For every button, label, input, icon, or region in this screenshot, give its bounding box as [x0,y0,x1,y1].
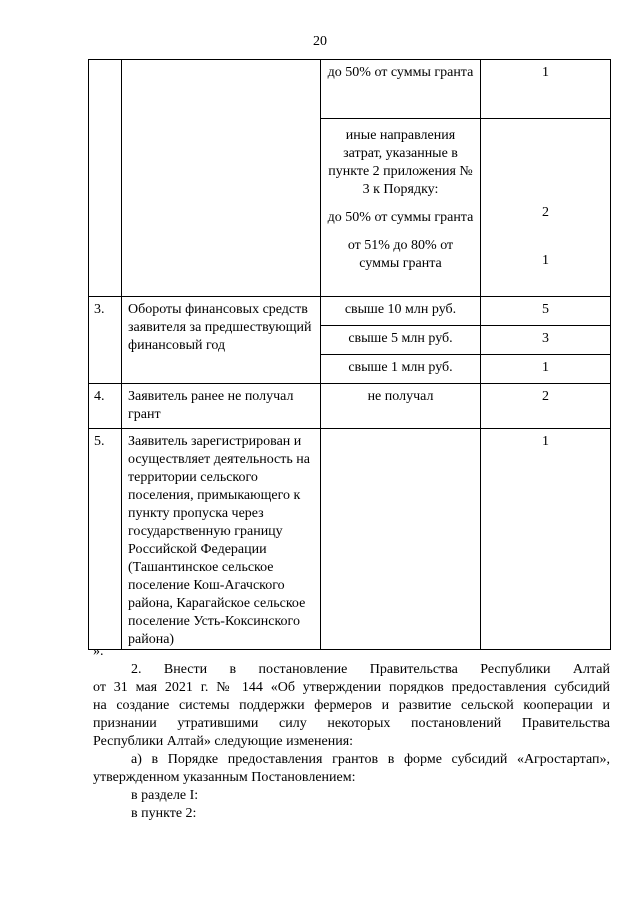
condition-item: до 50% от суммы гранта [327,210,474,225]
paragraph-line: в пункте 2: [131,806,197,821]
table-cell-score [481,119,611,297]
paragraph-line: утвержденном указанным Постановлением: [93,770,356,785]
score-value: 2 [542,205,549,220]
table-row [89,429,611,650]
closing-quote: ». [93,644,104,659]
paragraph-line: в разделе I: [131,788,199,803]
table-cell-score: 3 [481,326,611,355]
table-cell-score: 5 [481,297,611,326]
table-cell-name: Обороты финансовых средств заявителя за предшествующий финансовый год [122,297,321,384]
table-cell-condition: не получал [321,384,481,429]
table-row [89,297,611,326]
paragraph-line: Республики Алтай» следующие изменения: [93,734,354,749]
table-cell-num [89,60,122,297]
score-value: 1 [542,253,549,268]
table-cell-name: Заявитель ранее не получал грант [122,384,321,429]
page-number: 20 [313,34,327,49]
table-cell-score: 2 [481,384,611,429]
condition-item: от 51% до 80% от суммы гранта [347,238,454,271]
table-row [89,60,611,119]
table-cell-condition: до 50% от суммы гранта [321,60,481,119]
paragraph-line: признании утратившими силу некоторых постановлений Правительства [93,716,610,731]
paragraph-line: 2. Внести в постановление Правительства Республики Алтай [131,662,610,677]
condition-header: иные направления затрат, указанные в пункте 2 приложения № 3 к Порядку: [328,128,473,197]
table-cell-score: 1 [481,60,611,119]
table-cell-score: 1 [481,429,611,650]
paragraph-line: на создание системы поддержки фермеров и развитие сельской кооперации и [93,698,610,713]
table-row [89,384,611,429]
table-cell-condition [321,119,481,297]
table-cell-num: 5. [89,429,122,650]
table-cell-name: Заявитель зарегистрирован и осуществляет деятельность на территории сельского поселения, примыкающего к пункту пропуска через государственную границу Российской Федерации (Ташантинское сельское поселение Кош-Агачского района, Карагайское сельское поселение Усть-Коксинского района) [122,429,321,650]
table-cell-num: 4. [89,384,122,429]
table-cell-condition: свыше 10 млн руб. [321,297,481,326]
table-cell-condition [321,429,481,650]
table-cell-name [122,60,321,297]
table-cell-score: 1 [481,355,611,384]
paragraph-line: от 31 мая 2021 г. № 144 «Об утверждении порядков предоставления субсидий [93,680,610,695]
table-cell-num: 3. [89,297,122,384]
table-cell-condition: свыше 5 млн руб. [321,326,481,355]
paragraph-line: а) в Порядке предоставления грантов в форме субсидий «Агростартап», [131,752,610,767]
criteria-table [88,59,611,650]
table-cell-condition: свыше 1 млн руб. [321,355,481,384]
